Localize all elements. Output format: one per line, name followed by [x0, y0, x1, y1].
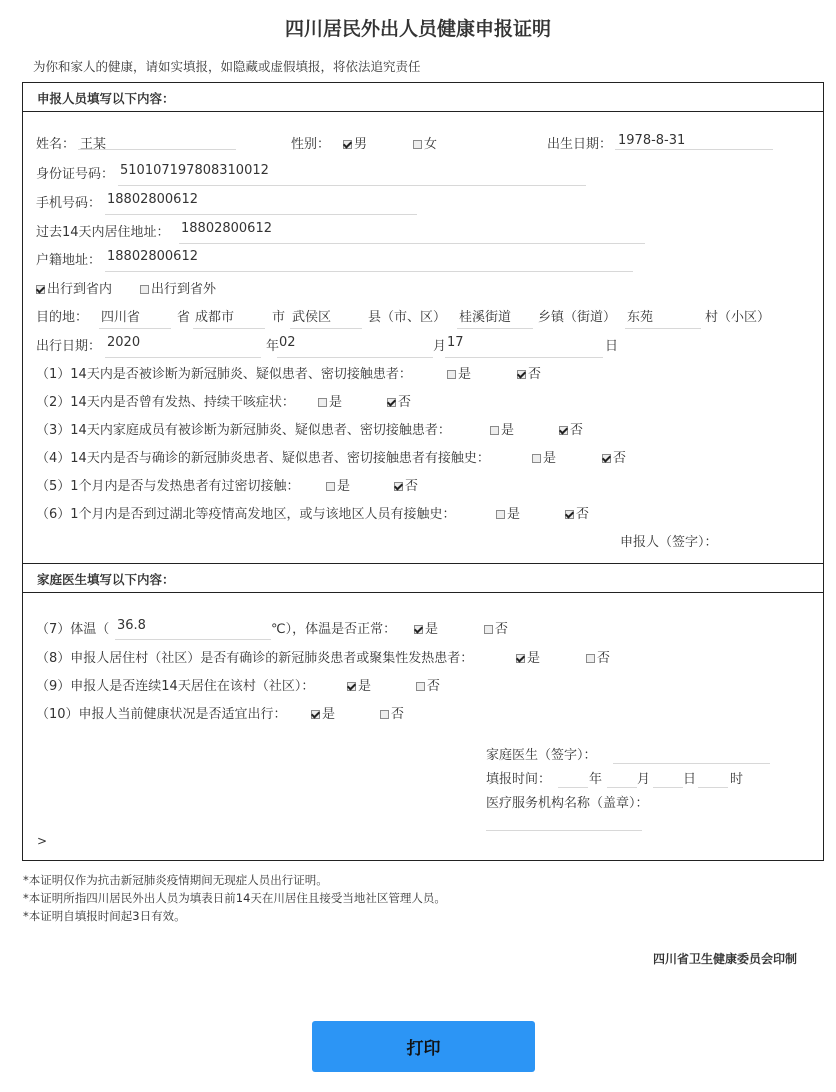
q4-no-option[interactable]	[602, 447, 626, 466]
q5-no-label: 否	[405, 479, 419, 494]
city-input[interactable]	[193, 328, 265, 329]
fill-day-input[interactable]	[653, 787, 683, 788]
q6-no-checkbox[interactable]	[565, 510, 574, 519]
q9-yes-checkbox[interactable]	[347, 682, 356, 691]
applicant-section-header	[23, 83, 823, 112]
q5-yes-label: 是	[337, 479, 351, 494]
fill-month-unit: 月	[637, 772, 651, 787]
institution-input[interactable]	[486, 830, 642, 831]
q5-no-checkbox[interactable]	[394, 482, 403, 491]
q10-no-option[interactable]	[380, 703, 404, 722]
footnote-2: *本证明所指四川居民外出人员为填表日前14天在川居住且接受当地社区管理人员。	[23, 891, 446, 905]
q2-yes-checkbox[interactable]	[318, 398, 327, 407]
temperature-input[interactable]	[115, 639, 271, 640]
name-input[interactable]	[78, 149, 236, 150]
q1-no-checkbox[interactable]	[517, 370, 526, 379]
q1-no-option[interactable]	[517, 363, 541, 382]
doctor-section-header	[23, 564, 823, 593]
county-input[interactable]	[290, 328, 362, 329]
month-input[interactable]	[277, 357, 433, 358]
gender-male-option[interactable]	[343, 133, 367, 152]
institution-label: 医疗服务机构名称（盖章）：	[486, 796, 649, 811]
year-value: 2020	[107, 335, 141, 350]
q10-no-label: 否	[391, 707, 405, 722]
applicant-section	[22, 82, 824, 564]
id-input[interactable]	[118, 185, 586, 186]
q4-yes-label: 是	[543, 451, 557, 466]
caret-mark: >	[37, 834, 48, 848]
hukou-label: 户籍地址：	[36, 253, 102, 268]
province-input[interactable]	[99, 328, 171, 329]
print-button[interactable]: 打印	[312, 1021, 535, 1072]
county-value: 武侯区	[292, 310, 332, 325]
city-unit: 市	[272, 310, 286, 325]
temp-yes-option[interactable]	[414, 618, 438, 637]
name-label: 姓名：	[36, 137, 76, 152]
travel-in-option[interactable]	[36, 278, 112, 297]
town-input[interactable]	[457, 328, 533, 329]
phone-label: 手机号码：	[36, 196, 102, 211]
province-unit: 省	[177, 310, 191, 325]
village-value: 东苑	[627, 310, 654, 325]
q3-no-label: 否	[570, 423, 584, 438]
q3-yes-label: 是	[501, 423, 515, 438]
town-unit: 乡镇（街道）	[538, 310, 617, 325]
city-value: 成都市	[195, 310, 235, 325]
fill-hour-unit: 时	[730, 772, 744, 787]
fill-year-unit: 年	[589, 772, 603, 787]
temp-yes-checkbox[interactable]	[414, 625, 423, 634]
year-input[interactable]	[105, 357, 261, 358]
q3-no-option[interactable]	[559, 419, 583, 438]
doctor-signature-input[interactable]	[613, 763, 770, 764]
q8-no-checkbox[interactable]	[586, 654, 595, 663]
day-unit: 日	[605, 339, 619, 354]
month-value: 02	[279, 335, 296, 350]
travel-out-checkbox[interactable]	[140, 285, 149, 294]
doctor-section-title: 家庭医生填写以下内容：	[37, 572, 175, 587]
page-title: 四川居民外出人员健康申报证明	[284, 18, 551, 40]
fill-hour-input[interactable]	[698, 787, 728, 788]
birth-value: 1978-8-31	[618, 133, 686, 148]
q5-yes-checkbox[interactable]	[326, 482, 335, 491]
gender-label: 性别：	[291, 137, 331, 152]
q8-yes-checkbox[interactable]	[516, 654, 525, 663]
fill-day-unit: 日	[683, 772, 697, 787]
q8-yes-option[interactable]	[516, 647, 540, 666]
q10-yes-checkbox[interactable]	[311, 710, 320, 719]
year-unit: 年	[266, 339, 280, 354]
town-value: 桂溪街道	[459, 310, 512, 325]
question-6: （6）1个月内是否到过湖北等疫情高发地区，或与该地区人员有接触史：	[36, 507, 456, 522]
fill-month-input[interactable]	[607, 787, 637, 788]
hukou-value: 18802800612	[107, 249, 198, 264]
q9-no-option[interactable]	[416, 675, 440, 694]
question-3: （3）14天内家庭成员有被诊断为新冠肺炎、疑似患者、密切接触患者：	[36, 423, 451, 438]
q8-no-label: 否	[597, 651, 611, 666]
q10-no-checkbox[interactable]	[380, 710, 389, 719]
applicant-section-title: 申报人员填写以下内容：	[37, 91, 175, 106]
q1-yes-checkbox[interactable]	[447, 370, 456, 379]
village-unit: 村（小区）	[705, 310, 771, 325]
destination-label: 目的地：	[36, 310, 89, 325]
q10-yes-option[interactable]	[311, 703, 335, 722]
q1-no-label: 否	[528, 367, 542, 382]
q2-yes-label: 是	[329, 395, 343, 410]
q10-yes-label: 是	[322, 707, 336, 722]
doctor-section	[22, 563, 824, 861]
q2-no-checkbox[interactable]	[387, 398, 396, 407]
recent-address-input[interactable]	[179, 243, 645, 244]
gender-male-label: 男	[354, 137, 368, 152]
id-label: 身份证号码：	[36, 167, 115, 182]
recent-address-label: 过去14天内居住地址：	[36, 225, 170, 240]
q6-yes-option[interactable]	[496, 503, 520, 522]
q3-no-checkbox[interactable]	[559, 426, 568, 435]
question-10: （10）申报人当前健康状况是否适宜出行：	[36, 707, 287, 722]
applicant-signature-label: 申报人（签字）：	[620, 535, 718, 550]
travel-in-checkbox[interactable]	[36, 285, 45, 294]
q3-yes-checkbox[interactable]	[490, 426, 499, 435]
question-2: （2）14天内是否曾有发热、持续干咳症状：	[36, 395, 295, 410]
travel-out-option[interactable]	[140, 278, 216, 297]
q5-yes-option[interactable]	[326, 475, 350, 494]
phone-value: 18802800612	[107, 192, 198, 207]
question-1: （1）14天内是否被诊断为新冠肺炎、疑似患者、密切接触患者：	[36, 367, 412, 382]
q5-no-option[interactable]	[394, 475, 418, 494]
q2-yes-option[interactable]	[318, 391, 342, 410]
footnote-3: *本证明自填报时间起3日有效。	[23, 909, 186, 923]
q6-yes-label: 是	[507, 507, 521, 522]
travel-out-label: 出行到省外	[151, 282, 217, 297]
hukou-input[interactable]	[105, 271, 633, 272]
q8-no-option[interactable]	[586, 647, 610, 666]
gender-female-option[interactable]	[413, 133, 437, 152]
temp-yes-label: 是	[425, 622, 439, 637]
q4-no-checkbox[interactable]	[602, 454, 611, 463]
q9-no-checkbox[interactable]	[416, 682, 425, 691]
temp-no-option[interactable]	[484, 618, 508, 637]
notice-text: 为你和家人的健康，请如实填报，如隐藏或虚假填报，将依法追究责任	[33, 59, 421, 74]
printer-credit: 四川省卫生健康委员会印制	[652, 952, 797, 966]
female-checkbox[interactable]	[413, 140, 422, 149]
temp-no-checkbox[interactable]	[484, 625, 493, 634]
question-8: （8）申报人居住村（社区）是否有确诊的新冠肺炎患者或聚集性发热患者：	[36, 651, 474, 666]
fill-time-label: 填报时间：	[486, 772, 552, 787]
date-label: 出行日期：	[36, 339, 102, 354]
q8-yes-label: 是	[527, 651, 541, 666]
month-unit: 月	[433, 339, 447, 354]
q1-yes-option[interactable]	[447, 363, 471, 382]
q4-yes-checkbox[interactable]	[532, 454, 541, 463]
q2-no-label: 否	[398, 395, 412, 410]
q6-no-label: 否	[576, 507, 590, 522]
village-input[interactable]	[625, 328, 701, 329]
day-value: 17	[447, 335, 464, 350]
footnote-1: *本证明仅作为抗击新冠肺炎疫情期间无现症人员出行证明。	[23, 873, 328, 887]
q6-yes-checkbox[interactable]	[496, 510, 505, 519]
q2-no-option[interactable]	[387, 391, 411, 410]
male-checkbox[interactable]	[343, 140, 352, 149]
q9-yes-label: 是	[358, 679, 372, 694]
q9-no-label: 否	[427, 679, 441, 694]
birth-label: 出生日期：	[547, 137, 613, 152]
question-4: （4）14天内是否与确诊的新冠肺炎患者、疑似患者、密切接触患者有接触史：	[36, 451, 490, 466]
q1-yes-label: 是	[458, 367, 472, 382]
fill-year-input[interactable]	[558, 787, 588, 788]
id-value: 510107197808310012	[120, 163, 269, 178]
q4-no-label: 否	[613, 451, 627, 466]
temperature-value: 36.8	[117, 618, 146, 633]
gender-female-label: 女	[424, 137, 438, 152]
phone-input[interactable]	[105, 214, 417, 215]
temp-no-label: 否	[495, 622, 509, 637]
province-value: 四川省	[101, 310, 141, 325]
doctor-signature-label: 家庭医生（签字）：	[486, 748, 597, 763]
recent-address-value: 18802800612	[181, 221, 272, 236]
q6-no-option[interactable]	[565, 503, 589, 522]
name-value: 王某	[80, 137, 107, 152]
q3-yes-option[interactable]	[490, 419, 514, 438]
temperature-unit: ℃），体温是否正常：	[271, 622, 397, 637]
q9-yes-option[interactable]	[347, 675, 371, 694]
temperature-label: （7）体温（	[36, 622, 110, 637]
question-5: （5）1个月内是否与发热患者有过密切接触：	[36, 479, 300, 494]
day-input[interactable]	[445, 357, 603, 358]
birth-input[interactable]	[615, 149, 773, 150]
county-unit: 县（市、区）	[368, 310, 447, 325]
travel-in-label: 出行到省内	[47, 282, 113, 297]
q4-yes-option[interactable]	[532, 447, 556, 466]
question-9: （9）申报人是否连续14天居住在该村（社区）：	[36, 679, 315, 694]
